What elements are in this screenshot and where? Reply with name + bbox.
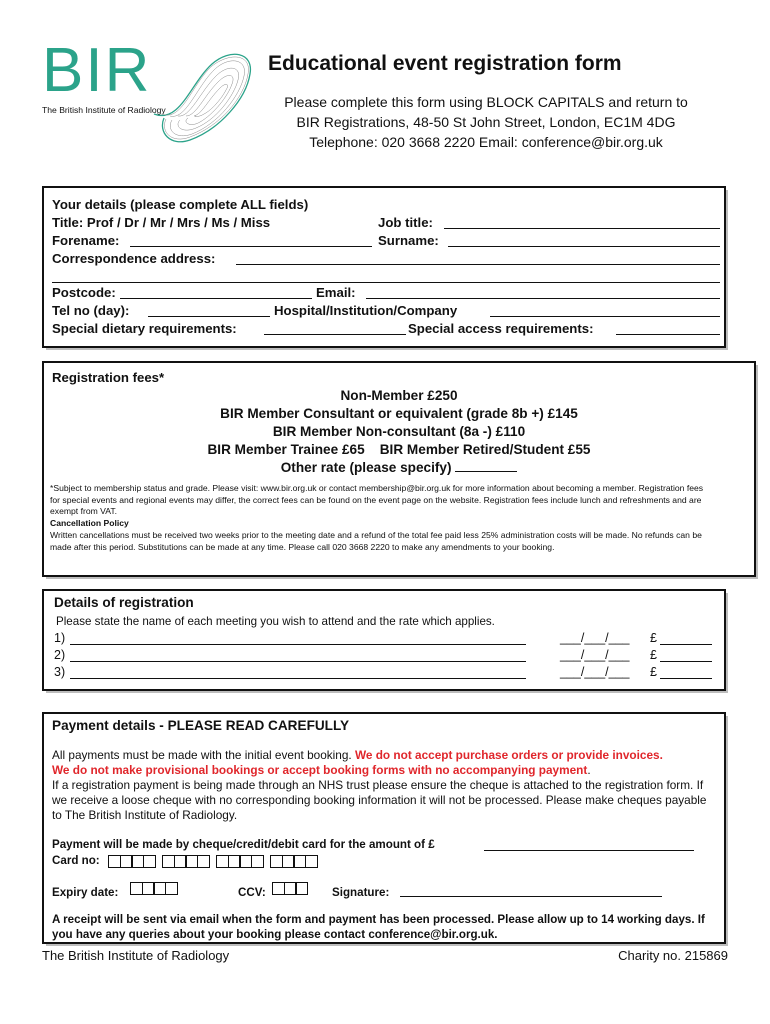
footer-charity-number: Charity no. 215869: [618, 948, 728, 963]
access-label: Special access requirements:: [408, 321, 594, 336]
payment-warning-2: We do not make provisional bookings or accept booking forms with no accompanying payment: [52, 763, 588, 777]
registration-row-3-currency: £: [650, 665, 657, 679]
footer-organisation: The British Institute of Radiology: [42, 948, 230, 963]
fee-non-member: Non-Member £250: [340, 388, 458, 403]
card-number-label: Card no:: [52, 854, 100, 867]
registration-row-1-currency: £: [650, 631, 657, 645]
postcode-field[interactable]: [120, 298, 312, 299]
signature-field[interactable]: [400, 896, 662, 897]
intro-line: BIR Registrations, 48-50 St John Street, London, EC1M 4DG: [296, 114, 676, 130]
payment-heading: Payment details - PLEASE READ CAREFULLY: [52, 718, 350, 733]
card-number-group-2[interactable]: [162, 855, 208, 868]
receipt-text: A receipt will be sent via email when the form and payment has been processed. Please allow up to 14 working days. If you have any queries about your booking please contact conference@bir.org.uk.: [52, 913, 705, 941]
payment-nhs-text: If a registration payment is being made through an NHS trust please ensure the cheque is attached to the registration form. If we receive a loose cheque with no corresponding booking information it will not be processed. Please make cheques payable to The British Institute of Radiology.: [52, 778, 707, 822]
payment-warning-1: We do not accept purchase orders or provide invoices.: [354, 748, 663, 762]
payment-warning-2-end: .: [587, 763, 591, 777]
fee-other-rate: [44, 459, 754, 477]
job-title-field[interactable]: [444, 228, 720, 229]
intro-text: [268, 92, 704, 152]
intro-line: Telephone: 020 3668 2220 Email: conference@bir.org.uk: [309, 134, 663, 150]
fee-member-non-consultant: BIR Member Non-consultant (8a -) £110: [272, 424, 526, 439]
card-number-group-3[interactable]: [216, 855, 262, 868]
payment-intro-text: All payments must be made with the initial event booking.: [52, 748, 352, 762]
logo-swirl-icon: [150, 44, 268, 148]
registration-row-2-num: 2): [54, 648, 66, 662]
payment-intro: [52, 748, 716, 823]
address-field-2[interactable]: [52, 282, 720, 283]
registration-heading: Details of registration: [54, 595, 194, 610]
ccv-group[interactable]: [272, 882, 307, 895]
expiry-group[interactable]: [130, 882, 176, 895]
registration-row-3-date[interactable]: ___/___/___: [560, 665, 630, 679]
payment-amount-field[interactable]: [484, 850, 694, 851]
registration-row-3-amount[interactable]: [660, 678, 712, 679]
job-title-label: Job title:: [378, 215, 433, 230]
expiry-label: Expiry date:: [52, 886, 119, 899]
surname-field[interactable]: [448, 246, 720, 247]
address-label: Correspondence address:: [52, 251, 216, 266]
email-label: Email:: [316, 285, 356, 300]
form-title: Educational event registration form: [268, 52, 622, 75]
fee-trainee-retired: BIR Member Trainee £65 BIR Member Retired/Student £55: [207, 442, 591, 457]
registration-row-1-num: 1): [54, 631, 66, 645]
other-rate-label: Other rate (please specify): [280, 460, 452, 475]
fee-member-consultant: BIR Member Consultant or equivalent (grade 8b +) £145: [220, 406, 578, 421]
registration-row-3-num: 3): [54, 665, 66, 679]
email-field[interactable]: [366, 298, 720, 299]
title-label: Title: Prof / Dr / Mr / Mrs / Ms / Miss: [52, 215, 271, 230]
signature-label: Signature:: [332, 886, 390, 899]
card-number-group-1[interactable]: [108, 855, 154, 868]
payment-details-section: [42, 712, 726, 944]
tel-field[interactable]: [148, 316, 270, 317]
card-number-boxes[interactable]: [108, 853, 324, 871]
forename-label: Forename:: [52, 233, 120, 248]
details-of-registration-section: [42, 589, 726, 691]
forename-field[interactable]: [130, 246, 372, 247]
address-field-1[interactable]: [236, 264, 720, 265]
registration-row-2-meeting[interactable]: [70, 661, 526, 662]
hospital-label: Hospital/Institution/Company: [274, 303, 458, 318]
cancellation-text: Written cancellations must be received two weeks prior to the meeting date and a refund of the total fee paid less 25% administration costs will be made. No refunds can be made after this period. Substitutions can be made at any time. Please call 020 3668 2220 to make any amendments to your booking.: [50, 530, 702, 552]
ccv-label: CCV:: [238, 886, 266, 899]
registration-row-1-meeting[interactable]: [70, 644, 526, 645]
logo-subtitle: The British Institute of Radiology: [42, 105, 166, 115]
registration-row-2-date[interactable]: ___/___/___: [560, 648, 630, 662]
hospital-field[interactable]: [490, 316, 720, 317]
card-number-group-4[interactable]: [270, 855, 316, 868]
registration-row-2-amount[interactable]: [660, 661, 712, 662]
intro-line: Please complete this form using BLOCK CAPITALS and return to: [284, 94, 688, 110]
payment-amount-label: Payment will be made by cheque/credit/debit card for the amount of £: [52, 838, 435, 851]
ccv-boxes[interactable]: [272, 880, 315, 898]
your-details-section: [42, 186, 726, 348]
registration-instruction: Please state the name of each meeting you wish to attend and the rate which applies.: [56, 615, 495, 628]
dietary-field[interactable]: [264, 334, 406, 335]
postcode-label: Postcode:: [52, 285, 116, 300]
other-rate-field[interactable]: [455, 459, 517, 472]
registration-row-1-amount[interactable]: [660, 644, 712, 645]
fees-note: *Subject to membership status and grade. Please visit: www.bir.org.uk or contact membership@bir.org.uk for more information about becoming a member. Registration fees for special events and regional events may differ, the correct fees can be found on the event page on the website. Registration fees include lunch and refreshments and are exempt from VAT.: [50, 483, 704, 517]
cancellation-heading: Cancellation Policy: [50, 518, 129, 528]
registration-row-2-currency: £: [650, 648, 657, 662]
access-field[interactable]: [616, 334, 720, 335]
registration-row-1-date[interactable]: ___/___/___: [560, 631, 630, 645]
details-heading: Your details (please complete ALL fields): [52, 197, 309, 212]
tel-label: Tel no (day):: [52, 303, 130, 318]
expiry-boxes[interactable]: [130, 880, 184, 898]
surname-label: Surname:: [378, 233, 439, 248]
fees-heading: Registration fees*: [52, 370, 165, 385]
registration-row-3-meeting[interactable]: [70, 678, 526, 679]
dietary-label: Special dietary requirements:: [52, 321, 237, 336]
registration-fees-section: [42, 361, 756, 577]
bir-logo: BIR: [42, 36, 152, 105]
